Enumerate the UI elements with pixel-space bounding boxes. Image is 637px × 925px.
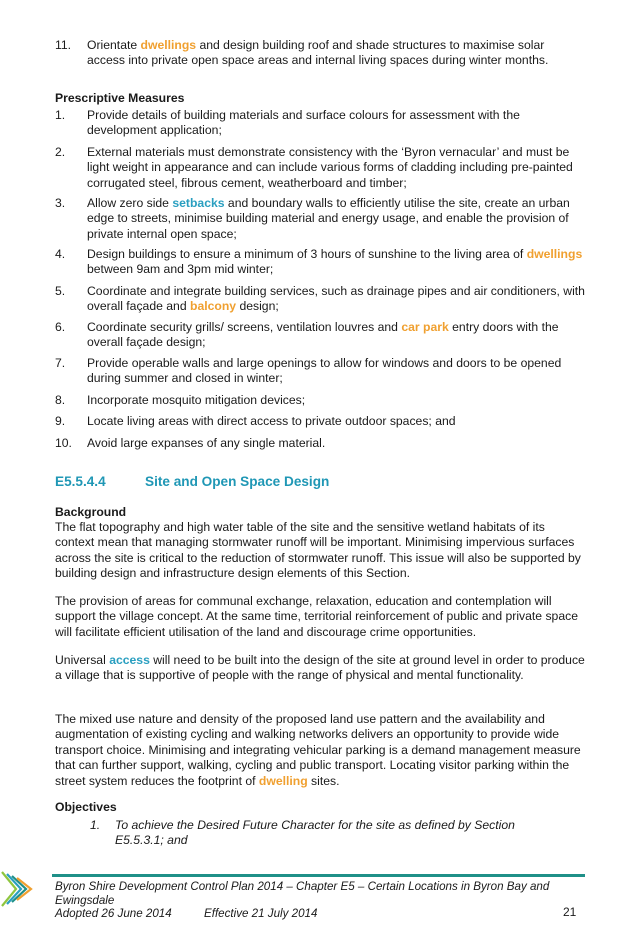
footer-adopted: Adopted 26 June 2014 — [55, 907, 172, 920]
council-logo-icon — [0, 868, 36, 914]
access-link[interactable]: access — [109, 653, 150, 667]
item-number: 1. — [55, 108, 66, 122]
objective-text: To achieve the Desired Future Character for the site as defined by Section E5.5.3.1; and — [115, 818, 515, 848]
item-text: Allow zero side setbacks and boundary walls to efficiently utilise the site, create an urban edge to streets, minimise building material and energy usage, and enable the provision of private internal open space; — [87, 196, 570, 241]
objective-number: 1. — [90, 818, 101, 832]
prescriptive-measures-heading: Prescriptive Measures — [55, 91, 185, 105]
item-text: Provide details of building materials and surface colours for assessment with the development application; — [87, 108, 520, 138]
item-number: 2. — [55, 145, 66, 159]
item-text: Coordinate security grills/ screens, ventilation louvres and car park entry doors with the overall façade design; — [87, 320, 559, 350]
setbacks-link[interactable]: setbacks — [172, 196, 225, 210]
item-number: 5. — [55, 284, 66, 298]
car-park-link[interactable]: car park — [401, 320, 449, 334]
background-paragraph: The flat topography and high water table of the site and the sensitive wetland habitats of its context mean that managing stormwater runoff will be important. Minimising impervious surfaces across the site is critical to the reduction of stormwater runoff. This issue will also be supported by building design and infrastructure design elements of this Section. — [55, 520, 581, 581]
section-heading — [55, 474, 330, 489]
item-number: 10. — [55, 436, 72, 450]
item-number: 7. — [55, 356, 66, 370]
footer-title: Byron Shire Development Control Plan 2014 – Chapter E5 – Certain Locations in Byron Bay and Ewingsdale — [55, 880, 550, 907]
section-number: E5.5.4.4 — [55, 474, 106, 489]
item-text: Orientate dwellings and design building roof and shade structures to maximise solar access into private open space areas and internal living spaces during winter months. — [87, 38, 549, 68]
item-text: Coordinate and integrate building services, such as drainage pipes and air conditioners, with overall façade and balcony design; — [87, 284, 585, 314]
item-text: Design buildings to ensure a minimum of 3 hours of sunshine to the living area of dwellings between 9am and 3pm mid winter; — [87, 247, 583, 277]
item-text: Locate living areas with direct access to private outdoor spaces; and — [87, 414, 456, 428]
background-heading: Background — [55, 505, 127, 519]
dwellings-link[interactable]: dwellings — [140, 38, 197, 52]
item-text: Avoid large expanses of any single material. — [87, 436, 326, 450]
item-number: 3. — [55, 196, 66, 210]
balcony-link[interactable]: balcony — [190, 299, 237, 314]
objectives-heading: Objectives — [55, 800, 117, 814]
background-paragraph: The mixed use nature and density of the proposed land use pattern and the availability and augmentation of existing cycling and walking networks delivers an opportunity to provide wide transport choice. Minimising and integrating vehicular parking is a demand management measure that can further support, walking, cycling and public transport. Locating visitor parking within the street system reduces the footprint of dwelling sites. — [55, 712, 581, 788]
item-text: Incorporate mosquito mitigation devices; — [87, 393, 306, 407]
footer-divider — [52, 874, 585, 877]
item-text: Provide operable walls and large openings to allow for windows and doors to be opened during summer and closed in winter; — [87, 356, 562, 386]
item-number: 6. — [55, 320, 66, 334]
item-number: 9. — [55, 414, 66, 428]
background-paragraph: The provision of areas for communal exchange, relaxation, education and contemplation will support the village concept. At the same time, territorial reinforcement of public and private space will facilitate efficient utilisation of the land and discourage crime opportunities. — [55, 594, 578, 639]
dwellings-link[interactable]: dwellings — [526, 247, 583, 261]
dwelling-link[interactable]: dwelling — [258, 773, 308, 788]
section-title: Site and Open Space Design — [145, 474, 330, 489]
background-paragraph: Universal access will need to be built into the design of the site at ground level in order to produce a village that is supportive of people with the range of physical and mental functionality. — [55, 653, 585, 683]
page-number: 21 — [563, 905, 577, 919]
item-number: 8. — [55, 393, 66, 407]
item-number: 4. — [55, 247, 66, 261]
item-number: 11. — [55, 38, 72, 52]
footer-effective: Effective 21 July 2014 — [204, 907, 318, 920]
item-text: External materials must demonstrate consistency with the ‘Byron vernacular’ and must be light weight in appearance and can include various forms of cladding including pre-painted corrugated steel, fibrous cement, weatherboard and timber; — [87, 145, 573, 190]
